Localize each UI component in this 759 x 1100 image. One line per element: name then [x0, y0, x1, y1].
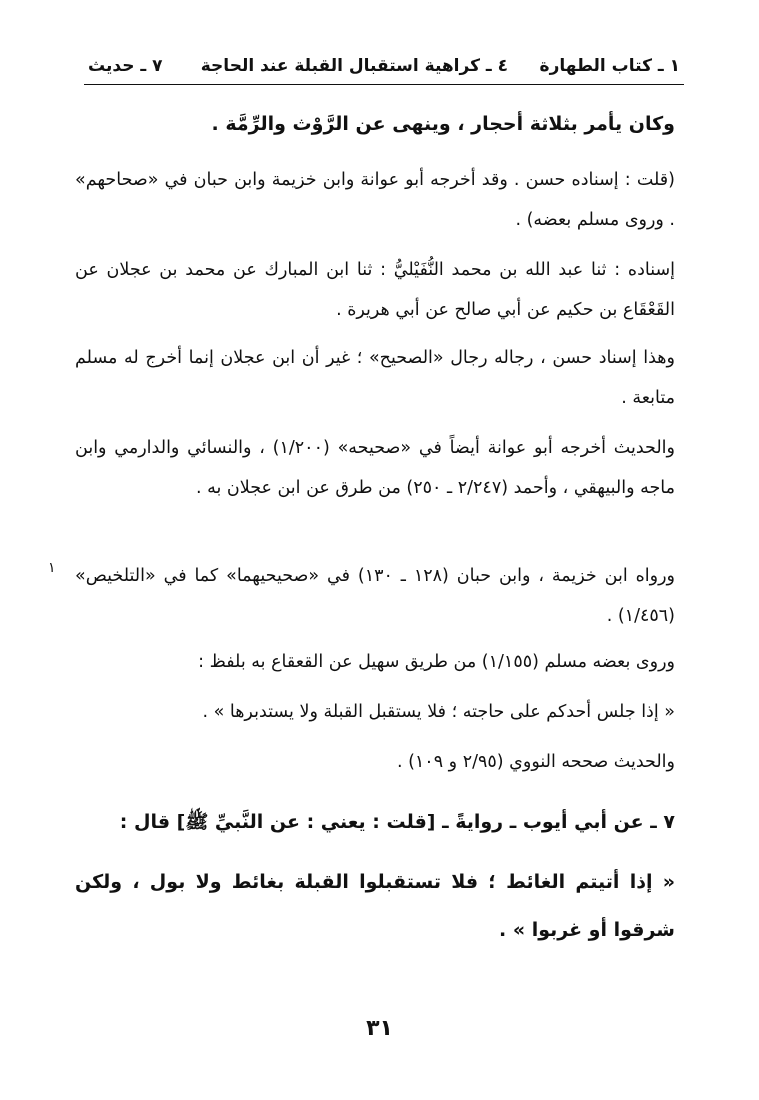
header-book-title: ١ ـ كتاب الطهارة: [539, 56, 680, 76]
header-rule: [84, 84, 684, 85]
running-header: [88, 56, 680, 80]
page-number: ٣١: [366, 1016, 393, 1041]
hadith-7-text: « إذا أتيتم الغائط ؛ فلا تستقبلوا القبلة بغائط ولا بول ، ولكن شرقوا أو غربوا » .: [75, 871, 675, 941]
header-hadith-number: ٧ ـ حديث: [88, 56, 163, 76]
takhrij-ibn-khuzaymah: ورواه ابن خزيمة ، وابن حبان (١٢٨ ـ ١٣٠) في «صحيحيهما» كما في «التلخيص» (١/٤٥٦) .: [75, 566, 676, 626]
margin-note: ١: [48, 560, 56, 576]
header-chapter-title: ٤ ـ كراهية استقبال القبلة عند الحاجة: [200, 56, 508, 76]
author-note: (قلت : إسناده حسن . وقد أخرجه أبو عوانة وابن خزيمة وابن حبان في «صحاحهم» . وروى مسلم بعضه) .: [75, 170, 675, 230]
hadith-7-heading: ٧ ـ عن أبي أيوب ـ روايةً ـ [قلت : يعني : عن النَّبيِّ ﷺ] قال :: [119, 811, 675, 833]
nawawi-authentication: والحديث صححه النووي (٢/٩٥ و ١٠٩) .: [396, 752, 675, 772]
takhrij-paragraph: والحديث أخرجه أبو عوانة أيضاً في «صحيحه» (١/٢٠٠) ، والنسائي والدارمي وابن ماجه والبيهقي ، وأحمد (٢/٢٤٧ ـ ٢٥٠) من طرق عن ابن عجلان به .: [75, 438, 675, 498]
muslim-narration-intro: وروى بعضه مسلم (١/١٥٥) من طريق سهيل عن القعقاع به بلفظ :: [198, 652, 675, 672]
muslim-narration-text: « إذا جلس أحدكم على حاجته ؛ فلا يستقبل القبلة ولا يستدبرها » .: [202, 702, 675, 722]
hadith-text-continued: وكان يأمر بثلاثة أحجار ، وينهى عن الرَّوْث والرِّمَّة .: [211, 113, 675, 135]
isnad-paragraph: إسناده : ثنا عبد الله بن محمد النُّفَيْليُّ : ثنا ابن المبارك عن محمد بن عجلان عن القَعْقَاع بن حكيم عن أبي صالح عن أبي هريرة .: [75, 260, 675, 320]
isnad-evaluation: وهذا إسناد حسن ، رجاله رجال «الصحيح» ؛ غير أن ابن عجلان إنما أخرج له مسلم متابعة .: [75, 348, 675, 408]
